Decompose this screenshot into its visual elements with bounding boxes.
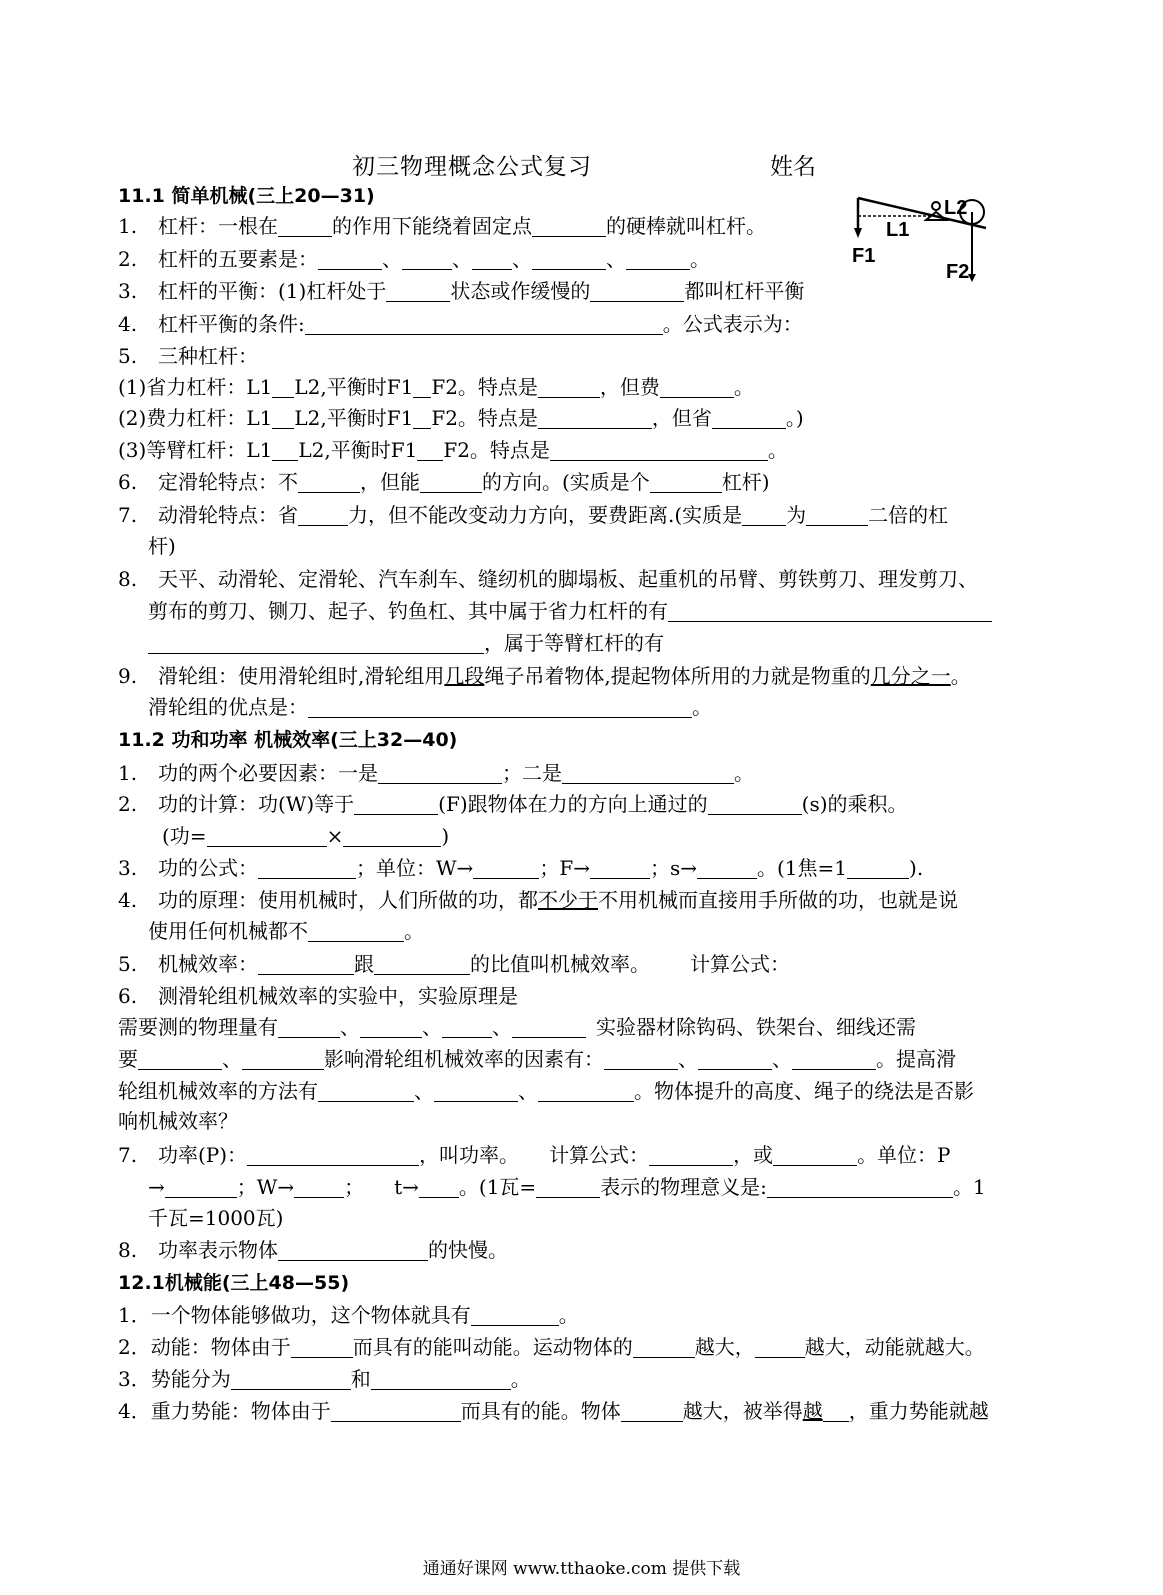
blank[interactable] [278, 216, 332, 237]
blank[interactable] [532, 249, 606, 270]
blank[interactable] [649, 1145, 733, 1166]
item-11-2-4: 4. 功的原理：使用机械时，人们所做的功，都不少于不用机械而直接用手所做的功，也就是说 [118, 888, 958, 912]
blank[interactable] [550, 440, 768, 461]
blank[interactable] [708, 794, 802, 815]
item-11-1-7: 7. 动滑轮特点：省 力，但不能改变动力方向，要费距离.(实质是 为 二倍的杠 [118, 503, 949, 527]
item-11-2-7-cont2: 千瓦=1000瓦) [148, 1206, 284, 1230]
blank[interactable] [792, 1049, 876, 1070]
blank[interactable] [621, 1401, 683, 1422]
blank[interactable] [742, 505, 786, 526]
blank[interactable] [371, 1369, 511, 1390]
blank[interactable] [417, 440, 443, 461]
blank[interactable] [165, 1177, 237, 1198]
page-title: 初三物理概念公式复习 [352, 154, 592, 180]
blank[interactable] [590, 281, 684, 302]
item-11-1-2: 2. 杠杆的五要素是： 、 、 、 、 。 [118, 247, 710, 271]
item-11-2-1: 1. 功的两个必要因素：一是 ；二是 。 [118, 761, 754, 785]
blank[interactable] [402, 249, 452, 270]
blank[interactable] [278, 1017, 340, 1038]
blank[interactable] [773, 1145, 857, 1166]
blank[interactable] [138, 1049, 222, 1070]
label-f2: F2 [946, 261, 970, 283]
blank[interactable] [272, 440, 298, 461]
blank[interactable] [419, 1177, 459, 1198]
blank[interactable] [207, 826, 327, 847]
blank[interactable] [308, 921, 404, 942]
item-11-1-1: 1. 杠杆：一根在 的作用下能绕着固定点 的硬棒就叫杠杆。 [118, 214, 766, 238]
item-11-1-7-cont: 杆) [148, 534, 176, 558]
item-11-1-9-cont: 滑轮组的优点是： 。 [148, 695, 712, 719]
item-11-2-6-line3: 要 、 影响滑轮组机械效率的因素有： 、 、 。提高滑 [118, 1047, 956, 1071]
blank[interactable] [668, 601, 992, 622]
item-lever-type-3: (3)等臂杠杆：L1 L2,平衡时F1 F2。特点是 。 [118, 438, 788, 462]
section-heading-11-2: 11.2 功和功率 机械效率(三上32—40) [118, 729, 458, 751]
item-12-1-1: 1．一个物体能够做功，这个物体就具有 。 [118, 1303, 579, 1327]
item-11-1-4: 4. 杠杆平衡的条件: 。公式表示为： [118, 312, 803, 336]
item-11-1-9: 9. 滑轮组：使用滑轮组时,滑轮组用几段绳子吊着物体,提起物体所用的力就是物重的几分之一。 [118, 664, 971, 688]
item-11-2-6: 6. 测滑轮组机械效率的实验中，实验原理是 [118, 984, 518, 1008]
blank[interactable] [767, 1177, 953, 1198]
blank[interactable] [298, 505, 348, 526]
blank[interactable] [298, 472, 360, 493]
item-11-2-2: 2. 功的计算：功(W)等于 (F)跟物体在力的方向上通过的 (s)的乘积。 [118, 792, 908, 816]
blank[interactable] [471, 1305, 559, 1326]
blank[interactable] [331, 1401, 461, 1422]
blank[interactable] [532, 216, 606, 237]
blank[interactable] [247, 1145, 419, 1166]
blank[interactable] [343, 826, 441, 847]
blank[interactable] [650, 472, 722, 493]
blank[interactable] [308, 697, 692, 718]
blank[interactable] [538, 377, 600, 398]
blank[interactable] [413, 408, 431, 429]
item-11-1-8: 8. 天平、动滑轮、定滑轮、汽车刹车、缝纫机的脚塌板、起重机的吊臂、剪铁剪刀、理发剪刀、 [118, 567, 978, 591]
blank[interactable] [258, 954, 354, 975]
blank[interactable] [272, 408, 294, 429]
footer: 通通好课网 www.tthaoke.com 提供下载 [422, 1559, 741, 1579]
blank[interactable] [806, 505, 868, 526]
blank[interactable] [386, 281, 450, 302]
section-heading-11-1: 11.1 简单机械(三上20—31) [118, 185, 375, 207]
item-11-2-4-cont: 使用任何机械都不 。 [148, 919, 424, 943]
item-11-2-7-cont: → ；W→ ； t→ 。(1瓦= 表示的物理意义是: 。1 [148, 1175, 986, 1199]
blank[interactable] [442, 1017, 492, 1038]
blank[interactable] [538, 1081, 634, 1102]
blank[interactable] [413, 377, 431, 398]
section-heading-12-1: 12.1机械能(三上48—55) [118, 1272, 350, 1294]
item-11-2-6-line2: 需要测的物理量有 、 、 、 实验器材除钩码、铁架台、细线还需 [118, 1015, 916, 1039]
item-11-1-5: 5. 三种杠杆： [118, 344, 258, 368]
item-11-2-7: 7. 功率(P)： ，叫功率。 计算公式： ，或 。单位：P [118, 1143, 951, 1167]
blank[interactable] [354, 794, 438, 815]
item-12-1-4: 4．重力势能：物体由于 而具有的能。物体 越大，被举得越 ，重力势能就越 [118, 1399, 989, 1423]
blank[interactable] [258, 858, 356, 879]
blank[interactable] [697, 858, 757, 879]
blank[interactable] [698, 1049, 772, 1070]
blank[interactable] [712, 408, 786, 429]
blank[interactable] [536, 1177, 600, 1198]
blank[interactable] [291, 1337, 353, 1358]
label-l1: L1 [886, 219, 910, 241]
item-11-1-3: 3. 杠杆的平衡：(1)杠杆处于 状态或作缓慢的 都叫杠杆平衡 [118, 279, 805, 303]
blank[interactable] [278, 1240, 428, 1261]
blank[interactable] [755, 1337, 805, 1358]
blank[interactable] [512, 1017, 586, 1038]
item-11-2-6-line4: 轮组机械效率的方法有 、 、 。物体提升的高度、绳子的绕法是否影 [118, 1079, 974, 1103]
item-11-2-6-line5: 响机械效率？ [118, 1109, 238, 1133]
blank[interactable] [242, 1049, 324, 1070]
item-11-2-3: 3. 功的公式： ；单位：W→ ；F→ ；s→ 。(1焦=1 ). [118, 856, 924, 880]
label-l2: L2 [944, 197, 968, 219]
blank[interactable] [847, 858, 909, 879]
blank[interactable] [318, 249, 382, 270]
blank[interactable] [590, 858, 650, 879]
blank[interactable] [633, 1337, 695, 1358]
item-11-1-6: 6. 定滑轮特点：不 ，但能 的方向。(实质是个 杠杆) [118, 470, 770, 494]
blank[interactable] [660, 377, 734, 398]
item-11-2-5: 5. 机械效率： 跟 的比值叫机械效率。 计算公式： [118, 952, 790, 976]
blank[interactable] [434, 1081, 518, 1102]
blank[interactable] [538, 408, 652, 429]
blank[interactable] [294, 1177, 344, 1198]
blank[interactable] [473, 858, 539, 879]
blank[interactable] [360, 1017, 422, 1038]
blank[interactable] [626, 249, 690, 270]
blank[interactable] [604, 1049, 678, 1070]
blank[interactable] [562, 763, 734, 784]
item-lever-type-2: (2)费力杠杆：L1 L2,平衡时F1 F2。特点是 ，但省 。) [118, 406, 804, 430]
name-label: 姓名 [770, 154, 816, 180]
blank[interactable] [148, 633, 484, 654]
lever-diagram [848, 184, 998, 294]
item-lever-type-1: (1)省力杠杆：L1 L2,平衡时F1 F2。特点是 ，但费 。 [118, 375, 754, 399]
blank[interactable] [823, 1401, 849, 1422]
blank[interactable] [472, 249, 512, 270]
blank[interactable] [420, 472, 482, 493]
label-f1: F1 [852, 245, 876, 267]
blank[interactable] [272, 377, 294, 398]
blank[interactable] [378, 763, 502, 784]
blank[interactable] [374, 954, 470, 975]
item-12-1-2: 2．动能：物体由于 而具有的能叫动能。运动物体的 越大， 越大，动能就越大。 [118, 1335, 985, 1359]
blank[interactable] [305, 314, 663, 335]
item-12-1-3: 3．势能分为 和 。 [118, 1367, 531, 1391]
item-11-2-2-cont: (功= × ) [162, 824, 450, 848]
item-11-1-8-cont2: ，属于等臂杠杆的有 [148, 630, 664, 656]
blank[interactable] [318, 1081, 414, 1102]
item-11-1-8-cont: 剪布的剪刀、铡刀、起子、钓鱼杠、其中属于省力杠杆的有 [148, 598, 992, 624]
blank[interactable] [231, 1369, 351, 1390]
item-11-2-8: 8. 功率表示物体 的快慢。 [118, 1238, 508, 1262]
